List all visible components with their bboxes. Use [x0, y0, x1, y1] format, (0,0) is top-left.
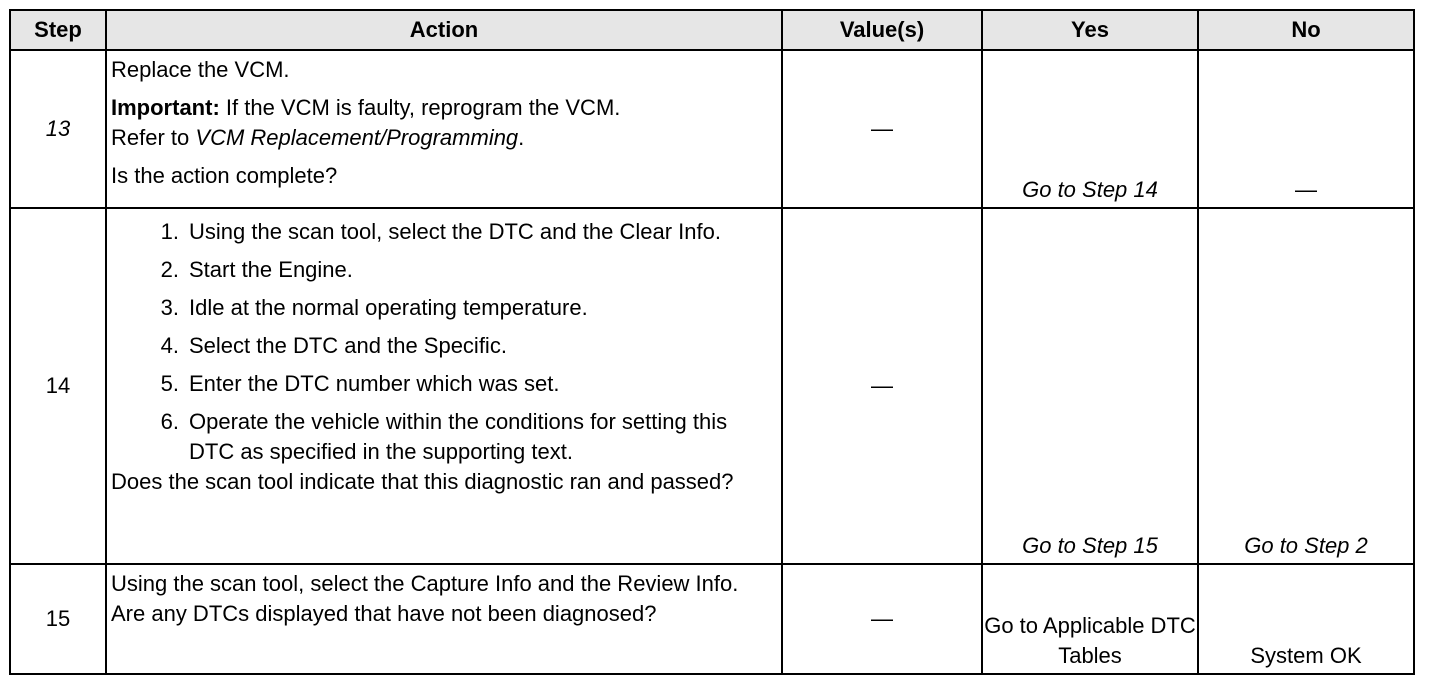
list-item — [111, 217, 777, 247]
table-row — [10, 564, 1414, 674]
header-step: Step — [10, 10, 106, 50]
list-item — [111, 293, 777, 323]
important-label: Important: — [111, 95, 220, 120]
list-item — [111, 369, 777, 399]
yes-cell[interactable]: Go to Step 15 — [982, 208, 1198, 564]
no-cell: System OK — [1198, 564, 1414, 674]
value-cell: — — [782, 208, 982, 564]
action-question: Does the scan tool indicate that this diagnostic ran and passed? — [111, 469, 734, 494]
header-values: Value(s) — [782, 10, 982, 50]
action-question: Is the action complete? — [111, 163, 338, 188]
header-no: No — [1198, 10, 1414, 50]
substep-text: Operate the vehicle within the conditions for setting this DTC as specified in the supporting text. — [189, 409, 728, 464]
table-row — [10, 50, 1414, 208]
refer-suffix: . — [518, 125, 525, 150]
action-cell — [106, 564, 782, 674]
action-text: Using the scan tool, select the Capture Info and the Review Info. — [111, 571, 739, 596]
table-row — [10, 208, 1414, 564]
step-number: 14 — [10, 208, 106, 564]
no-cell: — — [1198, 50, 1414, 208]
action-cell — [106, 50, 782, 208]
value-cell: — — [782, 50, 982, 208]
value-cell: — — [782, 564, 982, 674]
important-text: If the VCM is faulty, reprogram the VCM. — [225, 95, 621, 120]
step-number: 15 — [10, 564, 106, 674]
substep-text: Using the scan tool, select the DTC and the Clear Info. — [189, 219, 721, 244]
list-item — [111, 255, 777, 285]
action-text: Replace the VCM. — [111, 57, 290, 82]
refer-prefix: Refer to — [111, 125, 190, 150]
no-cell[interactable]: Go to Step 2 — [1198, 208, 1414, 564]
header-action: Action — [106, 10, 782, 50]
refer-link[interactable]: VCM Replacement/Programming — [195, 125, 519, 150]
substep-number: 2. — [160, 257, 179, 282]
substep-number: 5. — [160, 371, 179, 396]
action-cell — [106, 208, 782, 564]
substep-number: 4. — [160, 333, 179, 358]
list-item — [111, 407, 777, 467]
header-row — [10, 10, 1414, 50]
important-note — [111, 93, 777, 153]
substep-number: 6. — [160, 409, 179, 434]
action-question: Are any DTCs displayed that have not been diagnosed? — [111, 601, 657, 626]
diagnostic-table — [9, 9, 1415, 675]
yes-cell[interactable]: Go to Step 14 — [982, 50, 1198, 208]
substep-text: Select the DTC and the Specific. — [189, 333, 507, 358]
substep-number: 3. — [160, 295, 179, 320]
list-item — [111, 331, 777, 361]
substep-number: 1. — [160, 219, 179, 244]
substep-text: Idle at the normal operating temperature. — [189, 295, 588, 320]
step-number: 13 — [10, 50, 106, 208]
substep-text: Enter the DTC number which was set. — [189, 371, 560, 396]
substep-text: Start the Engine. — [189, 257, 353, 282]
substep-list — [111, 217, 777, 467]
yes-cell[interactable]: Go to Applicable DTC Tables — [982, 564, 1198, 674]
header-yes: Yes — [982, 10, 1198, 50]
